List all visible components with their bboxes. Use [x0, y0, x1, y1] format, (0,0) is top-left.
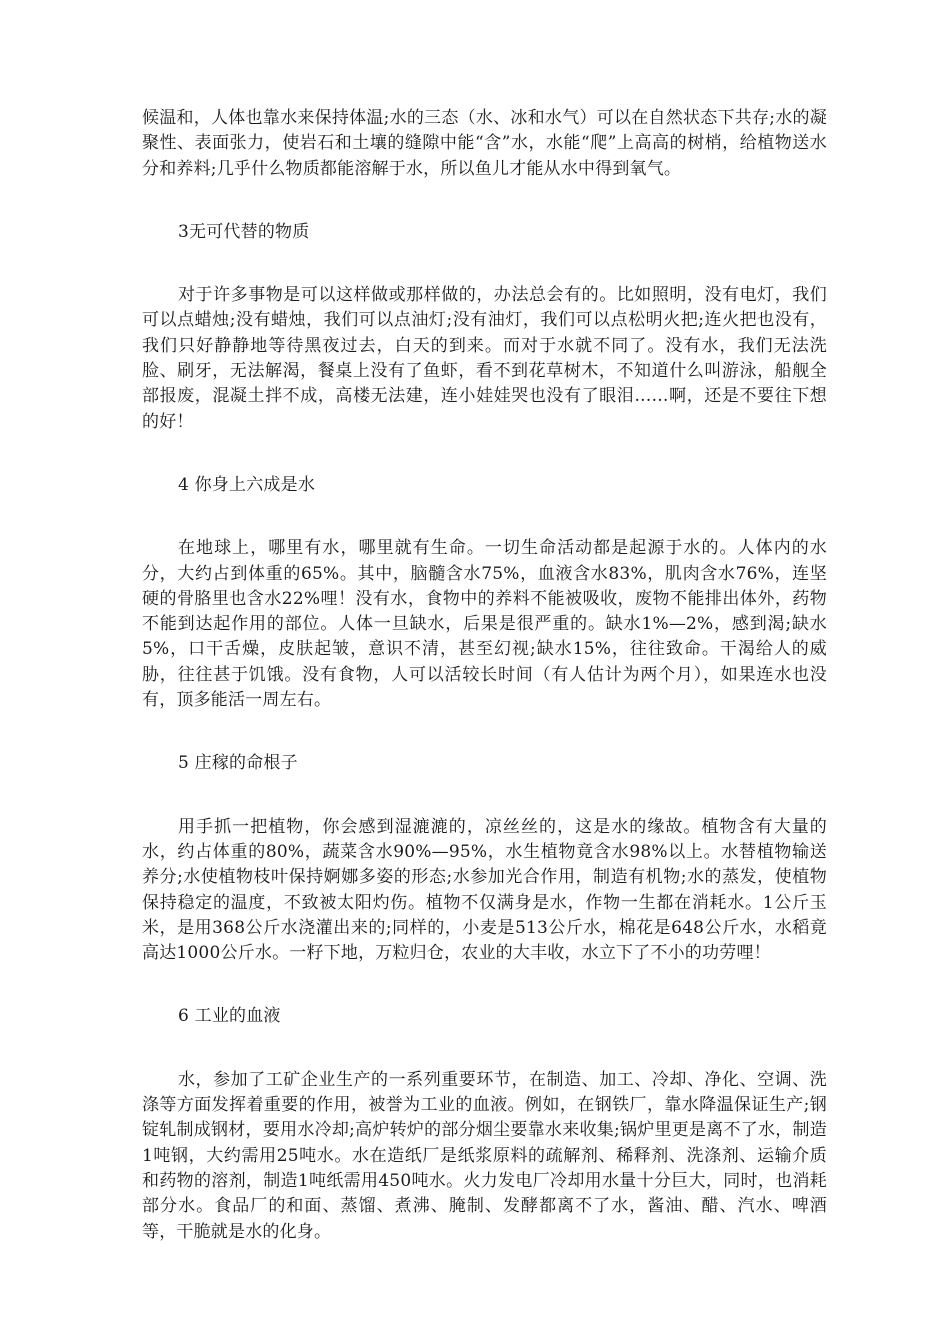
section-paragraph-3: 对于许多事物是可以这样做或那样做的，办法总会有的。比如照明，没有电灯，我们可以点蜡烛;没有蜡烛，我们可以点油灯;没有油灯，我们可以点松明火把;连火把也没有，我们只好静静地等待黑夜过去，白天的到来。而对于水就不同了。没有水，我们无法洗脸、刷牙，无法解渴，餐桌上没有了鱼虾，看不到花草树木，不知道什么叫游泳，船舰全部报废，混凝土拌不成，高楼无法建，连小娃娃哭也没有了眼泪……啊，还是不要往下想的好！	[142, 285, 827, 432]
section-heading-4: 4 你身上六成是水	[178, 474, 316, 495]
section-heading-5: 5 庄稼的命根子	[178, 753, 298, 774]
section-heading-3: 3无可代替的物质	[178, 221, 310, 242]
section-heading-6: 6 工业的血液	[178, 1006, 281, 1027]
document-page	[142, 106, 827, 1245]
intro-paragraph: 候温和，人体也靠水来保持体温;水的三态（水、冰和水气）可以在自然状态下共存;水的凝聚性、表面张力，使岩石和土壤的缝隙中能“含”水，水能“爬”上高高的树梢，给植物送水分和养料;几乎什么物质都能溶解于水，所以鱼儿才能从水中得到氧气。	[142, 108, 827, 179]
section-paragraph-4: 在地球上，哪里有水，哪里就有生命。一切生命活动都是起源于水的。人体内的水分，大约占到体重的65%。其中，脑髓含水75%，血液含水83%，肌肉含水76%，连坚硬的骨胳里也含水22%哩！没有水，食物中的养料不能被吸收，废物不能排出体外，药物不能到达起作用的部位。人体一旦缺水，后果是很严重的。缺水1%—2%，感到渴;缺水5%，口干舌燥，皮肤起皱，意识不清，甚至幻视;缺水15%，往往致命。干渴给人的威胁，往往甚于饥饿。没有食物，人可以活较长时间（有人估计为两个月），如果连水也没有，顶多能活一周左右。	[142, 538, 827, 711]
section-paragraph-6: 水，参加了工矿企业生产的一系列重要环节，在制造、加工、冷却、净化、空调、洗涤等方面发挥着重要的作用，被誉为工业的血液。例如，在钢铁厂，靠水降温保证生产;钢锭轧制成钢材，要用水冷却;高炉转炉的部分烟尘要靠水来收集;锅炉里更是离不了水，制造1吨钢，大约需用25吨水。水在造纸厂是纸浆原料的疏解剂、稀释剂、洗涤剂、运输介质和药物的溶剂，制造1吨纸需用450吨水。火力发电厂冷却用水量十分巨大，同时，也消耗部分水。食品厂的和面、蒸馏、煮沸、腌制、发酵都离不了水，酱油、醋、汽水、啤酒等，干脆就是水的化身。	[142, 1069, 827, 1242]
section-paragraph-5: 用手抓一把植物，你会感到湿漉漉的，凉丝丝的，这是水的缘故。植物含有大量的水，约占体重的80%，蔬菜含水90%—95%，水生植物竟含水98%以上。水替植物输送养分;水使植物枝叶保持婀娜多姿的形态;水参加光合作用，制造有机物;水的蒸发，使植物保持稳定的温度，不致被太阳灼伤。植物不仅满身是水，作物一生都在消耗水。1公斤玉米，是用368公斤水浇灌出来的;同样的，小麦是513公斤水，棉花是648公斤水，水稻竟高达1000公斤水。一籽下地，万粒归仓，农业的大丰收，水立下了不小的功劳哩！	[142, 816, 827, 964]
